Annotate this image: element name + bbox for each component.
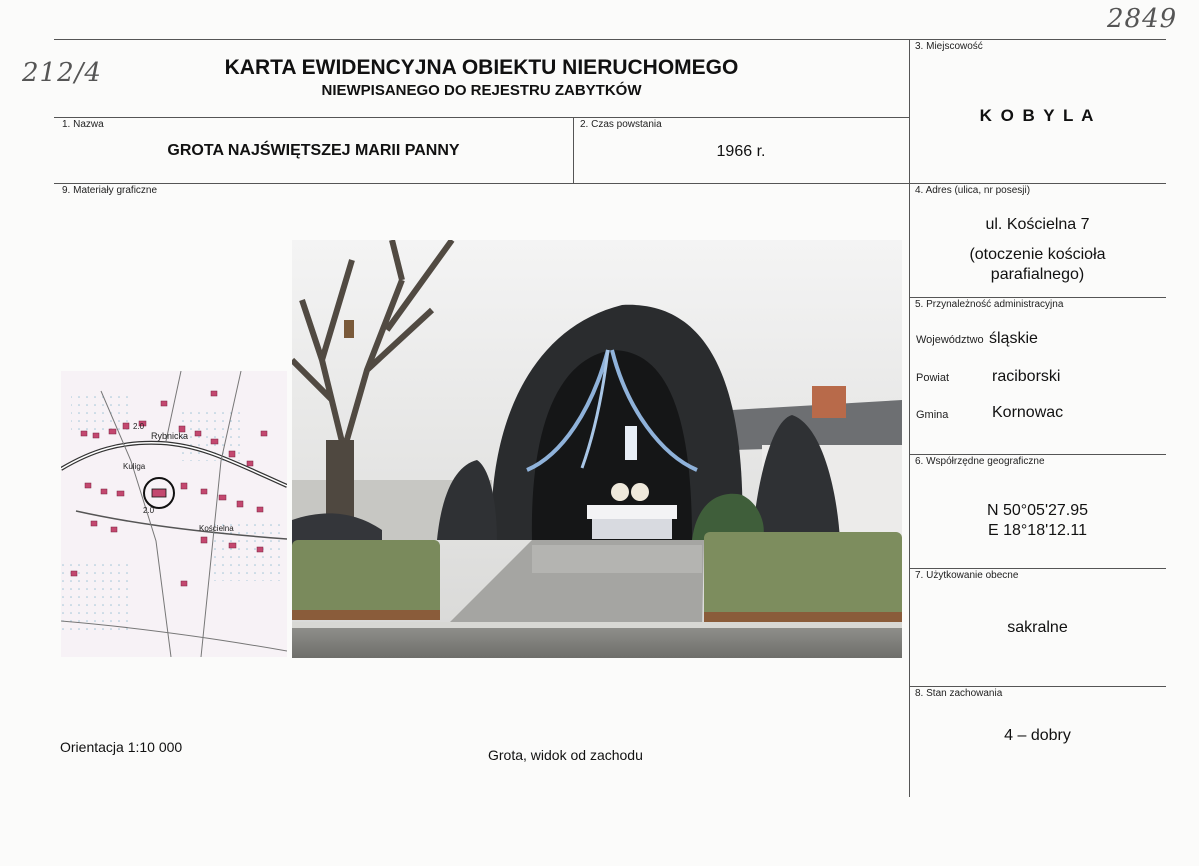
handwritten-number-top-right: 2849: [1107, 4, 1178, 34]
date-value: 1966 r.: [716, 143, 766, 160]
address-label: 4. Adres (ulica, nr posesji): [915, 185, 1031, 196]
rule-name-bottom: [54, 183, 1166, 184]
grotto-photo-drawing: [292, 240, 902, 658]
name-value: GROTA NAJŚWIĘTSZEJ MARII PANNY: [167, 142, 460, 159]
coords-north: N 50°05'27.95: [986, 502, 1089, 519]
commune-label: Gmina: [916, 409, 949, 421]
condition-value: 4 – dobry: [1004, 727, 1071, 744]
admin-label: 5. Przynależność administracyjna: [915, 299, 1064, 310]
county-value: raciborski: [992, 368, 1061, 385]
coords-east: E 18°18'12.11: [987, 522, 1087, 539]
voivodeship-value: śląskie: [989, 330, 1038, 347]
card-title: KARTA EWIDENCYJNA OBIEKTU NIERUCHOMEGO: [224, 56, 739, 79]
card-subtitle: NIEWPISANEGO DO REJESTRU ZABYTKÓW: [321, 82, 642, 99]
county-label: Powiat: [916, 372, 950, 384]
rule-coords-bottom: [909, 568, 1166, 569]
date-label: 2. Czas powstania: [580, 119, 662, 130]
place-label: 3. Miejscowość: [915, 41, 983, 52]
map-elevation-label: 2.0: [133, 422, 145, 431]
usage-value: sakralne: [1007, 619, 1068, 636]
location-map-drawing: [61, 371, 287, 657]
rule-top: [54, 39, 1166, 40]
rule-address-bottom: [909, 297, 1166, 298]
rule-header-bottom: [54, 117, 909, 118]
map-street-koscielna: Kościelna: [199, 524, 234, 533]
coords-label: 6. Współrzędne geograficzne: [915, 456, 1045, 467]
map-elevation-label-2: 2.0: [143, 506, 155, 515]
address-line1: ul. Kościelna 7: [985, 216, 1090, 233]
rule-right-column: [909, 39, 910, 797]
map-caption: Orientacja 1:10 000: [60, 739, 183, 755]
grotto-photo: [292, 240, 902, 658]
voivodeship-label: Województwo: [916, 334, 984, 346]
address-line2: (otoczenie kościoła: [969, 246, 1106, 263]
graphics-label: 9. Materiały graficzne: [62, 185, 158, 196]
handwritten-number-top-left: 212/4: [22, 58, 102, 88]
location-map: [61, 371, 287, 657]
commune-value: Kornowac: [992, 404, 1064, 421]
map-street-rybnicka: Rybnicka: [151, 431, 189, 441]
map-street-kuliga: Kuliga: [123, 462, 146, 471]
rule-usage-bottom: [909, 686, 1166, 687]
usage-label: 7. Użytkowanie obecne: [915, 570, 1019, 581]
condition-label: 8. Stan zachowania: [915, 688, 1003, 699]
name-label: 1. Nazwa: [62, 119, 104, 130]
place-value: K O B Y L A: [979, 106, 1096, 125]
rule-admin-bottom: [909, 454, 1166, 455]
address-line3: parafialnego): [990, 266, 1085, 283]
photo-caption: Grota, widok od zachodu: [488, 747, 643, 763]
